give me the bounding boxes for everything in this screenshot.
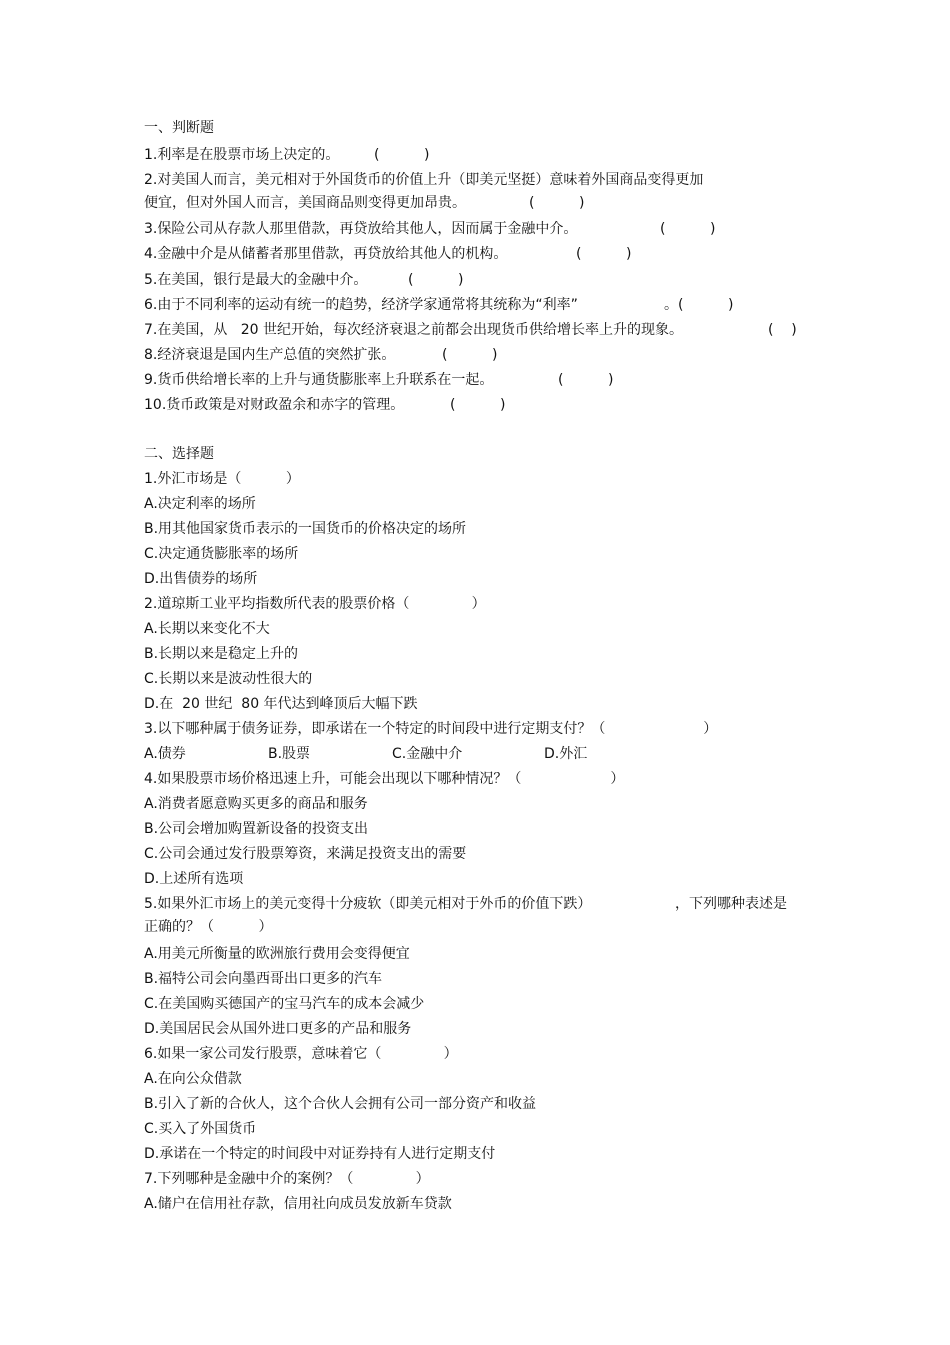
mc-line: B.用其他国家货币表示的一国货币的价格决定的场所: [144, 521, 467, 537]
answer-blank-9: ( ): [558, 372, 614, 388]
q3-option-b: B.股票: [268, 746, 311, 762]
mc-line: 7.下列哪种是金融中介的案例？（ ）: [144, 1171, 430, 1187]
q3-option-d: D.外汇: [544, 746, 588, 762]
answer-blank-8: ( ): [442, 347, 498, 363]
answer-blank-2: ( ): [529, 195, 585, 211]
q3-option-a: A.债券: [144, 746, 186, 762]
q5-line1: 5.如果外汇市场上的美元变得十分疲软（即美元相对于外币的价值下跌）: [144, 896, 592, 912]
tf-question-3: 3.保险公司从存款人那里借款，再贷放给其他人，因而属于金融中介。: [144, 221, 578, 237]
tf-question-9: 9.货币供给增长率的上升与通货膨胀率上升联系在一起。: [144, 372, 494, 388]
answer-blank-7: ( ): [768, 322, 797, 338]
tf-question-6: 6.由于不同利率的运动有统一的趋势，经济学家通常将其统称为“利率”: [144, 297, 578, 313]
mc-line: C.公司会通过发行股票筹资，来满足投资支出的需要: [144, 846, 467, 862]
tf-question-7: 7.在美国，从 20 世纪开始，每次经济衰退之前都会出现货币供给增长率上升的现象。: [144, 322, 683, 338]
tf-question-2-continued: 便宜，但对外国人而言，美国商品则变得更加昂贵。: [144, 195, 466, 211]
mc-line: 2.道琼斯工业平均指数所代表的股票价格（ ）: [144, 596, 486, 612]
tf-question-10: 10.货币政策是对财政盈余和赤字的管理。: [144, 397, 405, 413]
mc-line: 3.以下哪种属于债务证券，即承诺在一个特定的时间段中进行定期支付？（ ）: [144, 721, 718, 737]
tf-question-5: 5.在美国，银行是最大的金融中介。: [144, 272, 368, 288]
mc-line: A.消费者愿意购买更多的商品和服务: [144, 796, 368, 812]
mc-line: D.承诺在一个特定的时间段中对证券持有人进行定期支付: [144, 1146, 496, 1162]
mc-line: 6.如果一家公司发行股票，意味着它（ ）: [144, 1046, 458, 1062]
answer-blank-1: ( ): [374, 147, 430, 163]
mc-line: B.公司会增加购置新设备的投资支出: [144, 821, 369, 837]
q5-line2: 正确的？（ ）: [144, 919, 273, 935]
mc-line: D.出售债券的场所: [144, 571, 258, 587]
answer-blank-10: ( ): [450, 397, 506, 413]
mc-line: C.长期以来是波动性很大的: [144, 671, 313, 687]
mc-line: B.长期以来是稳定上升的: [144, 646, 299, 662]
mc-line: A.决定利率的场所: [144, 496, 256, 512]
q3-option-c: C.金融中介: [392, 746, 463, 762]
tf-question-8: 8.经济衰退是国内生产总值的突然扩张。: [144, 347, 396, 363]
tf-question-1: 1.利率是在股票市场上决定的。: [144, 147, 340, 163]
mc-line: A.用美元所衡量的欧洲旅行费用会变得便宜: [144, 946, 410, 962]
section-heading-multiple-choice: 二、选择题: [144, 446, 214, 462]
mc-line: 4.如果股票市场价格迅速上升，可能会出现以下哪种情况？（ ）: [144, 771, 625, 787]
q5-line1-tail: ，下列哪种表述是: [675, 896, 787, 912]
mc-line: C.买入了外国货币: [144, 1121, 257, 1137]
section-heading-true-false: 一、判断题: [144, 120, 214, 136]
answer-blank-5: ( ): [408, 272, 464, 288]
mc-line: 1.外汇市场是（ ）: [144, 471, 300, 487]
answer-blank-6: 。( ): [664, 297, 734, 313]
mc-line: A.长期以来变化不大: [144, 621, 270, 637]
tf-question-4: 4.金融中介是从储蓄者那里借款，再贷放给其他人的机构。: [144, 246, 508, 262]
mc-line: A.储户在信用社存款，信用社向成员发放新车贷款: [144, 1196, 452, 1212]
mc-line: C.决定通货膨胀率的场所: [144, 546, 299, 562]
mc-line: A.在向公众借款: [144, 1071, 242, 1087]
mc-line: D.在 20 世纪 80 年代达到峰顶后大幅下跌: [144, 696, 418, 712]
mc-line: D.美国居民会从国外进口更多的产品和服务: [144, 1021, 412, 1037]
answer-blank-4: ( ): [576, 246, 632, 262]
answer-blank-3: ( ): [660, 221, 716, 237]
mc-line: D.上述所有选项: [144, 871, 244, 887]
mc-line: C.在美国购买德国产的宝马汽车的成本会减少: [144, 996, 425, 1012]
tf-question-2: 2.对美国人而言，美元相对于外国货币的价值上升（即美元坚挺）意味着外国商品变得更加: [144, 172, 704, 188]
mc-line: B.福特公司会向墨西哥出口更多的汽车: [144, 971, 383, 987]
mc-line: B.引入了新的合伙人，这个合伙人会拥有公司一部分资产和收益: [144, 1096, 537, 1112]
